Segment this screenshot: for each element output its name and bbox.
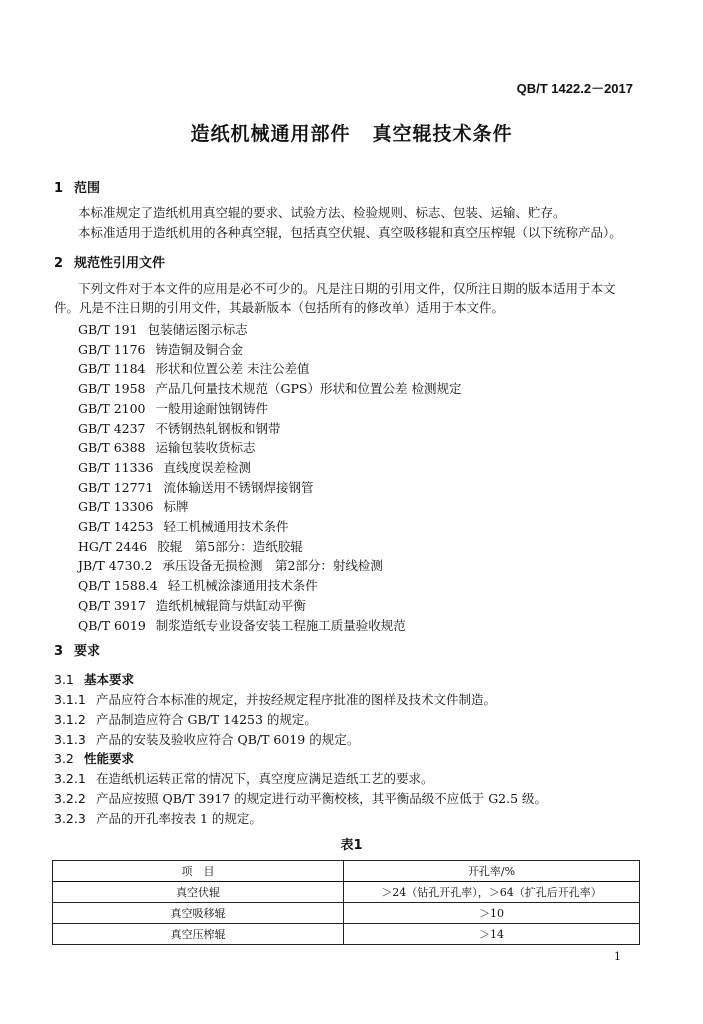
reference-code: HG/T 2446	[78, 538, 148, 554]
reference-item	[78, 438, 256, 456]
scope-paragraph-1: 本标准规定了造纸机用真空辊的要求、试验方法、检验规则、标志、包装、运输、贮存。	[78, 205, 566, 220]
section-1-heading	[54, 177, 100, 196]
reference-code: GB/T 11336	[78, 459, 154, 475]
reference-code: GB/T 191	[78, 322, 138, 337]
reference-title: 造纸机械辊筒与烘缸动平衡	[155, 597, 306, 613]
section-title: 规范性引用文件	[74, 256, 166, 271]
reference-title: 轻工机械通用技术条件	[163, 519, 289, 534]
document-title	[0, 119, 703, 146]
reference-item	[78, 596, 306, 614]
table-header-item: 项 目	[53, 861, 344, 882]
reference-title: 形状和位置公差 未注公差值	[155, 361, 310, 377]
reference-item	[78, 399, 268, 417]
clause-text: 在造纸机运转正常的情况下，真空度应满足造纸工艺的要求。	[96, 771, 434, 786]
section-number: 1	[54, 181, 64, 196]
table-cell-item: 真空吸移辊	[53, 903, 344, 924]
clause-3-2-1	[54, 769, 434, 787]
reference-title: 流体输送用不锈钢焊接钢管	[163, 479, 314, 495]
reference-title: 轻工机械涂漆通用技术条件	[167, 578, 318, 594]
reference-code: QB/T 1588.4	[78, 578, 158, 594]
reference-item	[78, 517, 288, 535]
clause-text: 产品的开孔率按表 1 的规定。	[96, 811, 262, 826]
table-header-row	[53, 861, 640, 882]
reference-item	[78, 340, 243, 358]
reference-item	[78, 458, 251, 476]
scope-paragraph-2: 本标准适用于造纸机用的各种真空辊，包括真空伏辊、真空吸移辊和真空压榨辊（以下统称产品）。	[78, 225, 622, 240]
clause-3-1-2	[54, 710, 317, 728]
reference-title: 产品几何量技术规范（GPS）形状和位置公差 检测规定	[155, 381, 462, 397]
section-number: 2	[54, 256, 64, 271]
reference-code: GB/T 12771	[78, 479, 154, 495]
reference-title: 标牌	[163, 499, 189, 515]
reference-code: GB/T 4237	[78, 420, 146, 436]
reference-title: 包装储运图示标志	[147, 322, 248, 337]
title-part2: 真空辊技术条件	[372, 123, 513, 145]
reference-code: GB/T 14253	[78, 519, 154, 534]
table-cell-item: 真空压榨辊	[53, 924, 344, 945]
reference-title: 制浆造纸专业设备安装工程施工质量验收规范	[155, 617, 406, 633]
clause-3-2-3	[54, 809, 262, 827]
standard-number: QB/T 1422.2－2017	[516, 81, 633, 96]
table-cell-rate: ＞24（钻孔开孔率），＞64（扩孔后开孔率）	[344, 882, 640, 903]
reference-title: 铸造铜及铜合金	[155, 341, 244, 357]
clause-text: 产品的安装及验收应符合 QB/T 6019 的规定。	[96, 732, 360, 747]
table-row	[53, 903, 640, 924]
normative-intro-line-1: 下列文件对于本文件的应用是必不可少的。凡是注日期的引用文件，仅所注日期的版本适用于本文	[78, 281, 616, 296]
table-row	[53, 882, 640, 903]
reference-item	[78, 320, 248, 338]
reference-code: GB/T 1176	[78, 341, 146, 357]
reference-title: 运输包装收货标志	[155, 440, 256, 456]
reference-item	[78, 359, 310, 377]
reference-code: GB/T 6388	[78, 440, 146, 456]
reference-item	[78, 419, 281, 437]
clause-3-1-1	[54, 690, 496, 708]
reference-title: 不锈钢热轧钢板和钢带	[155, 420, 281, 436]
table-cell-rate: ＞14	[344, 924, 640, 945]
reference-code: GB/T 1184	[78, 361, 146, 377]
reference-code: JB/T 4730.2	[78, 558, 153, 574]
subsection-3-1-heading	[54, 670, 134, 688]
reference-item	[78, 497, 188, 515]
title-part1: 造纸机械通用部件	[190, 123, 351, 145]
clause-number: 3.1.3	[54, 732, 86, 747]
reference-code: GB/T 13306	[78, 499, 154, 515]
reference-item	[78, 576, 318, 594]
opening-rate-table	[52, 860, 640, 945]
reference-code: QB/T 6019	[78, 617, 146, 633]
reference-code: GB/T 1958	[78, 381, 146, 397]
section-title: 要求	[74, 644, 101, 659]
reference-title: 胶辊 第5部分：造纸胶辊	[157, 538, 303, 554]
clause-number: 3.2.1	[54, 771, 86, 786]
reference-title: 直线度误差检测	[163, 459, 251, 475]
clause-number: 3.1.2	[54, 712, 86, 727]
page-number: 1	[614, 950, 621, 963]
subsection-3-2-heading	[54, 749, 134, 767]
normative-intro-line-2: 件。凡是不注日期的引用文件，其最新版本（包括所有的修改单）适用于本文件。	[54, 300, 505, 315]
reference-title: 承压设备无损检测 第2部分：射线检测	[162, 558, 383, 574]
table-row	[53, 924, 640, 945]
section-3-heading	[54, 640, 100, 659]
table-cell-item: 真空伏辊	[53, 882, 344, 903]
section-number: 3	[54, 644, 64, 659]
clause-3-2-2	[54, 789, 547, 807]
clause-number: 3.2.2	[54, 791, 86, 806]
table-cell-rate: ＞10	[344, 903, 640, 924]
table-caption: 表1	[340, 838, 363, 853]
clause-3-1-3	[54, 730, 359, 748]
clause-text: 产品制造应符合 GB/T 14253 的规定。	[96, 712, 317, 727]
subsection-number: 3.1	[54, 672, 74, 687]
clause-number: 3.1.1	[54, 692, 86, 707]
clause-text: 产品应按照 QB/T 3917 的规定进行动平衡校核，其平衡品级不应低于 G2.5 级。	[96, 791, 548, 806]
reference-code: GB/T 2100	[78, 400, 146, 416]
subsection-title: 性能要求	[84, 751, 135, 766]
reference-title: 一般用途耐蚀钢铸件	[155, 400, 269, 416]
reference-item	[78, 478, 313, 496]
reference-item	[78, 556, 383, 574]
reference-item	[78, 616, 406, 634]
section-title: 范围	[74, 181, 101, 196]
subsection-number: 3.2	[54, 751, 74, 766]
clause-number: 3.2.3	[54, 811, 86, 826]
subsection-title: 基本要求	[84, 672, 135, 687]
section-2-heading	[54, 252, 165, 271]
table-header-rate: 开孔率/%	[344, 861, 640, 882]
reference-code: QB/T 3917	[78, 597, 146, 613]
reference-item	[78, 537, 303, 555]
clause-text: 产品应符合本标准的规定，并按经规定程序批准的图样及技术文件制造。	[96, 692, 497, 707]
reference-item	[78, 379, 461, 397]
